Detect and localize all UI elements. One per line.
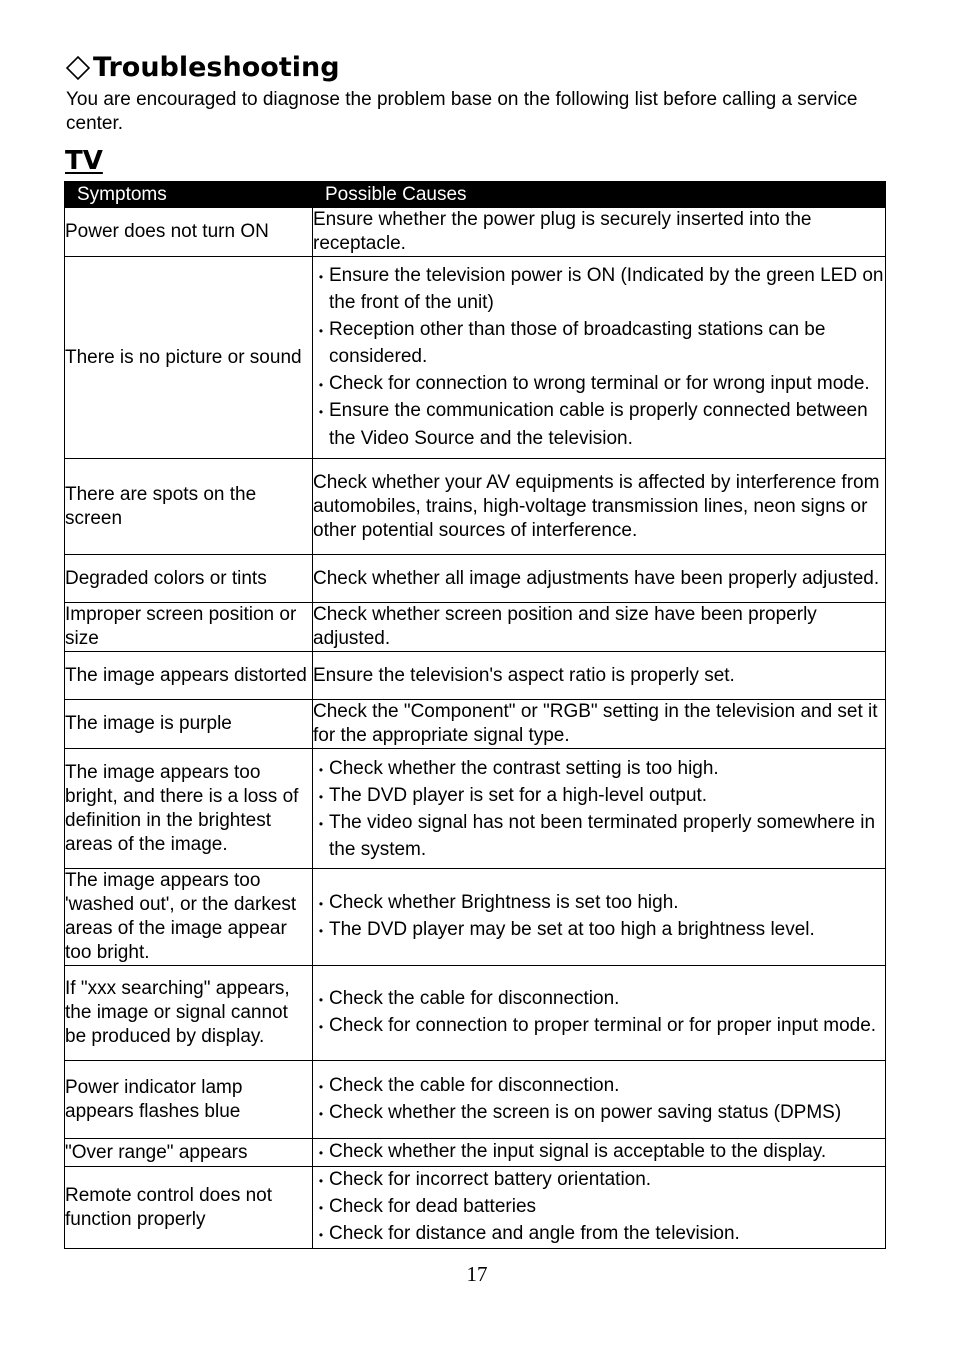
cause-text: The video signal has not been terminated properly somewhere in the system.: [329, 811, 876, 860]
cause-text: Check for connection to proper terminal or for proper input mode.: [329, 1015, 877, 1036]
symptom-text: The image is purple: [65, 713, 232, 734]
table-header-row: [65, 182, 886, 208]
cause-bullet-item: [313, 917, 885, 945]
cause-cell: [313, 208, 886, 257]
symptom-text: If "xxx searching" appears, the image or signal cannot be produced by display.: [65, 978, 290, 1047]
table-row: [65, 208, 886, 257]
cause-cell: [313, 555, 886, 603]
table-row: [65, 1061, 886, 1139]
symptom-text: Remote control does not function properly: [65, 1184, 273, 1230]
cause-bullet-item: [313, 1100, 885, 1127]
bullet-icon: •: [318, 1079, 324, 1094]
bullet-icon: •: [318, 816, 324, 831]
symptom-text: Power indicator lamp appears flashes blue: [65, 1076, 243, 1122]
cause-bullet-item: [313, 810, 885, 862]
cause-text: Check whether the input signal is acceptable to the display.: [329, 1141, 827, 1162]
table-row: [65, 749, 886, 869]
bullet-icon: •: [318, 924, 324, 938]
cause-bullet-item: [313, 263, 885, 317]
bullet-icon: •: [318, 1201, 324, 1215]
cause-bullet-item: [313, 756, 885, 783]
cause-bullet-item: [313, 317, 885, 371]
cause-cell: [313, 700, 886, 749]
table-row: [65, 555, 886, 603]
symptom-cell: [65, 749, 313, 869]
cause-text: [313, 471, 885, 543]
symptom-text: There is no picture or sound: [65, 346, 302, 368]
cause-text: Check whether all image adjustments have been properly adjusted.: [313, 567, 880, 589]
symptom-cell: [65, 603, 313, 652]
column-header-symptoms: Symptoms: [65, 182, 313, 208]
cause-text: Ensure the television's aspect ratio is properly set.: [313, 664, 735, 686]
cause-text: Check whether the contrast setting is too high.: [329, 757, 719, 779]
cause-text: Check whether screen position and size have been properly adjusted.: [313, 604, 817, 649]
bullet-icon: •: [318, 992, 324, 1007]
cause-cell: [313, 749, 886, 869]
bullet-icon: •: [318, 789, 324, 804]
cause-text: [313, 664, 885, 688]
symptom-text: Power does not turn ON: [65, 221, 269, 242]
bullet-icon: •: [318, 762, 324, 777]
cause-text: Check whether Brightness is set too high.: [329, 891, 679, 913]
cause-bullet-item: [313, 1073, 885, 1100]
symptom-text: Improper screen position or size: [65, 604, 297, 649]
cause-bullet-item: [313, 1167, 885, 1194]
bullet-icon: •: [318, 1146, 324, 1160]
symptom-cell: [65, 1167, 313, 1249]
cause-text: [313, 208, 885, 256]
bullet-icon: •: [318, 1106, 324, 1121]
cause-cell: [313, 1061, 886, 1139]
cause-text: Check for distance and angle from the television.: [329, 1223, 740, 1244]
symptom-cell: [65, 652, 313, 700]
table-row: [65, 869, 886, 966]
cause-text: Ensure whether the power plug is securely inserted into the receptacle.: [313, 209, 812, 254]
cause-bullet-item: [313, 890, 885, 918]
cause-text: Check for incorrect battery orientation.: [329, 1169, 652, 1190]
table-row: [65, 1139, 886, 1167]
table-row: [65, 1167, 886, 1249]
bullet-icon: •: [318, 405, 324, 420]
symptom-cell: [65, 555, 313, 603]
table-row: [65, 700, 886, 749]
cause-cell: [313, 652, 886, 700]
bullet-icon: •: [318, 896, 324, 911]
symptom-text: There are spots on the screen: [65, 483, 257, 529]
bullet-icon: •: [318, 269, 324, 284]
cause-cell: [313, 1167, 886, 1249]
cause-cell: [313, 459, 886, 555]
cause-bullet-item: [313, 1194, 885, 1221]
symptom-cell: [65, 257, 313, 459]
bullet-icon: •: [318, 1228, 324, 1242]
diamond-outline-icon: [65, 55, 91, 81]
symptom-text: The image appears distorted: [65, 664, 307, 686]
symptom-cell: [65, 459, 313, 555]
cause-text: Check the cable for disconnection.: [329, 987, 620, 1009]
table-row: [65, 603, 886, 652]
intro-text: You are encouraged to diagnose the problem base on the following list before calling a service center.: [66, 89, 858, 134]
cause-text: Check for connection to wrong terminal or for wrong input mode.: [329, 372, 870, 394]
cause-cell: [313, 257, 886, 459]
troubleshooting-table: [64, 181, 886, 1249]
cause-bullet-item: [313, 1013, 885, 1041]
cause-text: [313, 700, 885, 748]
cause-text: Check the "Component" or "RGB" setting in the television and set it for the appropriate signal type.: [313, 701, 878, 746]
bullet-icon: •: [318, 1174, 324, 1188]
symptom-cell: [65, 966, 313, 1061]
cause-text: Ensure the television power is ON (Indicated by the green LED on the front of the unit): [329, 264, 884, 314]
symptom-text: "Over range" appears: [65, 1141, 248, 1163]
symptom-text: Degraded colors or tints: [65, 567, 267, 589]
bullet-icon: •: [318, 1020, 324, 1034]
bullet-icon: •: [318, 377, 324, 392]
cause-bullet-item: [313, 986, 885, 1014]
cause-text: Check for dead batteries: [329, 1196, 537, 1217]
cause-bullet-item: [313, 1140, 885, 1165]
section-title-tv: TV: [65, 146, 103, 176]
cause-text: The DVD player is set for a high-level output.: [329, 784, 708, 806]
cause-bullet-item: [313, 783, 885, 810]
cause-text: Ensure the communication cable is properly connected between the Video Source and the television.: [329, 400, 868, 449]
symptom-text: The image appears too 'washed out', or the darkest areas of the image appear too bright.: [65, 870, 297, 963]
symptom-cell: [65, 208, 313, 257]
cause-text: Check whether the screen is on power saving status (DPMS): [329, 1101, 842, 1123]
symptom-cell: [65, 1139, 313, 1167]
page-title: [65, 52, 340, 83]
symptom-text: The image appears too bright, and there is a loss of definition in the brightest areas of the image.: [65, 761, 299, 855]
column-header-causes: Possible Causes: [313, 182, 886, 208]
table-row: [65, 966, 886, 1061]
cause-text: Check the cable for disconnection.: [329, 1074, 620, 1096]
table-row: [65, 652, 886, 700]
cause-cell: [313, 869, 886, 966]
bullet-icon: •: [318, 323, 324, 338]
cause-cell: [313, 1139, 886, 1167]
symptom-cell: [65, 700, 313, 749]
cause-text: Reception other than those of broadcasting stations can be considered.: [329, 318, 826, 368]
symptom-cell: [65, 869, 313, 966]
cause-text: The DVD player may be set at too high a brightness level.: [329, 919, 815, 940]
cause-bullet-item: [313, 398, 885, 452]
cause-text: [313, 603, 885, 651]
page-title-text: Troubleshooting: [93, 52, 340, 83]
symptom-cell: [65, 1061, 313, 1139]
cause-cell: [313, 603, 886, 652]
cause-cell: [313, 966, 886, 1061]
page-number: 17: [466, 1262, 488, 1286]
cause-bullet-item: [313, 1221, 885, 1248]
cause-bullet-item: [313, 371, 885, 399]
cause-text: Check whether your AV equipments is affected by interference from automobiles, trains, high-voltage transmission lines, neon signs or other potential sources of interference.: [313, 471, 880, 541]
table-row: [65, 257, 886, 459]
table-row: [65, 459, 886, 555]
cause-text: [313, 567, 885, 591]
